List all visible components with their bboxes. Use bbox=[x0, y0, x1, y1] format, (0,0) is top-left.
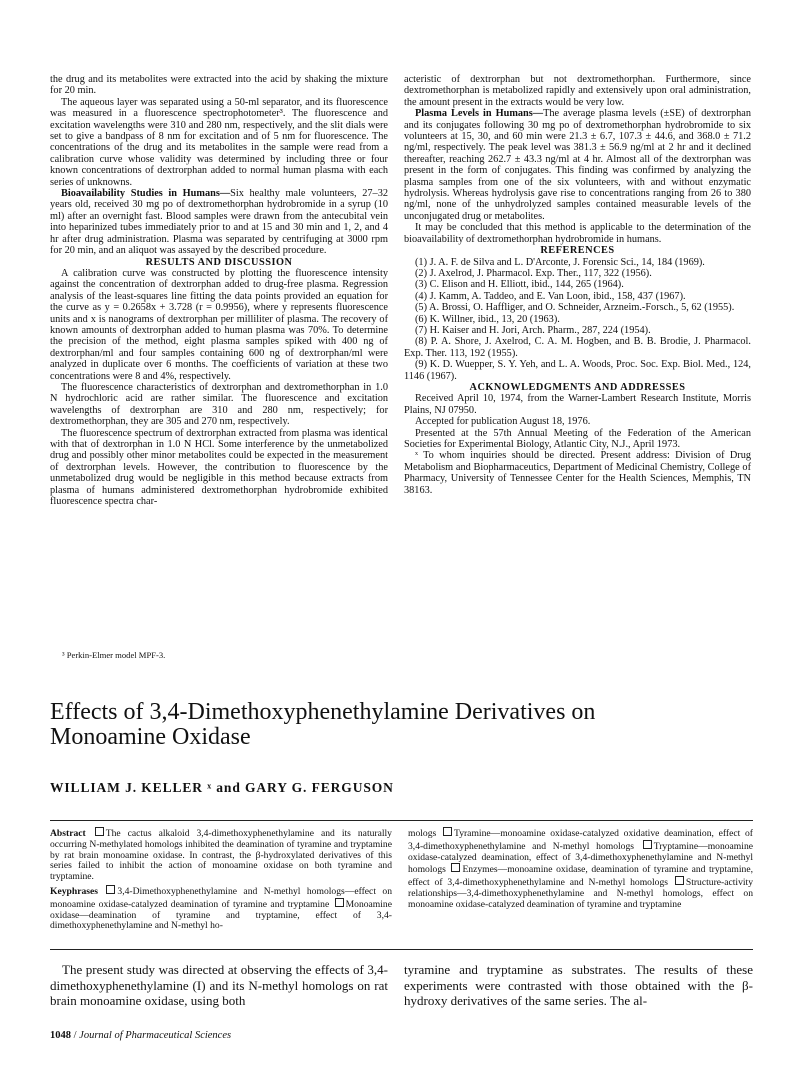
keyphrase: Monoamine oxidase—deamination of tyramine and tryptamine, effect of 3,4-dimethoxyphenethylamine and N-methyl ho- bbox=[50, 898, 392, 932]
square-icon bbox=[95, 827, 104, 836]
reference-item: (6) K. Willner, ibid., 13, 20 (1963). bbox=[415, 313, 560, 325]
keyphrase: Tyramine—monoamine oxidase-catalyzed oxidative deamination, effect of 3,4-dimethoxyphenethylamine and N-methyl homologs bbox=[408, 828, 754, 852]
body-text-left: The present study was directed at observing the effects of 3,4-dimethoxyphenethylamine (I) and its N-methyl homologs on rat brain monoamine oxidase, using both bbox=[50, 962, 388, 1009]
abstract-label: Abstract bbox=[50, 828, 86, 839]
abstract-box bbox=[50, 820, 753, 950]
keyphrase: 3,4-Dimethoxyphenethylamine and N-methyl homologs—effect on monoamine oxidase-catalyzed deamination of tyramine and tryptamine bbox=[50, 885, 392, 910]
title-line: Monoamine Oxidase bbox=[50, 724, 251, 750]
left-column bbox=[50, 74, 388, 507]
paragraph: The aqueous layer was separated using a 50-ml separator, and its fluorescence was measured in a fluorescence spectrophotometer³. The fluorescence and excitation wavelengths were 310 and 280 nm, respectively, and the slit dials were set to give a bandpass of 8 nm for excitation and of 5 nm for fluorescence. The concentrations of the drug and its metabolites in the sample were read from a calibration curve whose validity was determined by including three or four known concentrations of dextrorphan added to normal human plasma with each series of unknowns. bbox=[50, 96, 388, 188]
section-heading: RESULTS AND DISCUSSION bbox=[145, 256, 293, 268]
abstract-left bbox=[50, 827, 392, 932]
paragraph-text: The average plasma levels (±SE) of dextrorphan and its conjugates following 30 mg po of dextromethorphan hydrobromide to six volunteers at 15, 30, and 60 min were 21.3 ± 6.7, 107.3 ± 44.6, and 368.0 ± 71.2 ng/ml, respectively. The peak level was 381.3 ± 56.9 ng/ml at 2 hr and it declined thereafter, reaching 262.7 ± 43.3 ng/ml at 4 hr. Almost all of the dextrorphan was present in the form of conjugates. This finding was confirmed by analyzing the plasma samples from one of the six volunteers, with and without enzymatic hydrolysis. Whereas hydrolysis gave rise to concentrations ranging from 26 to 380 ng/ml, none of the unhydrolyzed samples contained measurable levels of the unconjugated drug or metabolites. bbox=[404, 108, 752, 222]
keyphrases-label: Keyphrases bbox=[50, 885, 98, 897]
paragraph: It may be concluded that this method is applicable to the determination of the bioavailability of dextromethorphan hydrobromide in humans. bbox=[404, 222, 751, 245]
run-in-heading: Bioavailability Studies in Humans— bbox=[61, 188, 231, 200]
footer-separator: / bbox=[73, 1030, 77, 1041]
square-icon bbox=[335, 898, 344, 907]
keyphrases-paragraph bbox=[50, 885, 392, 932]
section-heading: REFERENCES bbox=[540, 245, 615, 257]
section-heading: ACKNOWLEDGMENTS AND ADDRESSES bbox=[469, 381, 686, 393]
paragraph bbox=[404, 108, 751, 222]
page-footer bbox=[50, 1030, 231, 1041]
reference-item: (9) K. D. Wuepper, S. Y. Yeh, and L. A. Woods, Proc. Soc. Exp. Biol. Med., 124, 1146 (1967). bbox=[404, 359, 751, 382]
paragraph: Accepted for publication August 18, 1976. bbox=[415, 416, 591, 428]
paragraph: The fluorescence characteristics of dextrorphan and dextromethorphan in 1.0 N hydrochloric acid are rather similar. The fluorescence and excitation wavelengths of dextrorphan are 310 and 280 nm, respectively; for dextromethorphan, they are 305 and 270 nm, respectively. bbox=[50, 381, 388, 428]
reference-list bbox=[404, 257, 751, 382]
paragraph: A calibration curve was constructed by plotting the fluorescence intensity against the concentration of dextrorphan added to drug-free plasma. Regression analysis of the least-squares line fitting the data points provided an equation for the curve as y = 0.2658x + 3.728 (r = 0.9956), where y represents fluorescence units and x is nanograms of dextrorphan per milliliter of plasma. The recovery of known amounts of dextrorphan added to human plasma was 70%. To determine the precision of the method, eight plasma samples spiked with 400 ng of dextrorphan/ml and four samples containing 600 ng of dextrorphan/ml were analyzed in duplicate over 6 months. The coefficients of variation at these two concentrations were 8 and 4%, respectively. bbox=[50, 267, 388, 382]
journal-name: Journal of Pharmaceutical Sciences bbox=[79, 1030, 232, 1041]
square-icon bbox=[443, 827, 452, 836]
right-column bbox=[404, 74, 751, 496]
reference-item: (8) P. A. Shore, J. Axelrod, C. A. M. Hogben, and B. B. Brodie, J. Pharmacol. Exp. Ther. 113, 192 (1955). bbox=[404, 336, 751, 359]
title-line: Effects of 3,4-Dimethoxyphenethylamine Derivatives on bbox=[50, 699, 596, 725]
paragraph: The fluorescence spectrum of dextrorphan extracted from plasma was identical with that of dextrorphan in 1.0 N HCl. Some interference by the unmetabolized drug and possibly other minor metabolites could be expected in the measurement of dextrorphan levels. However, the contribution to fluorescence by the unmetabolized drug would be negligible in this method because extracts from plasma of humans administered dextromethorphan hydrobromide exhibited fluorescence spectra char- bbox=[50, 427, 388, 508]
keyphrase: mologs bbox=[408, 828, 437, 839]
paragraph: the drug and its metabolites were extracted into the acid by shaking the mixture for 20 min. bbox=[50, 74, 388, 97]
reference-item: (1) J. A. F. de Silva and L. D'Arconte, J. Forensic Sci., 14, 184 (1969). bbox=[415, 256, 705, 268]
paragraph-text: Six healthy male volunteers, 27–32 years old, received 30 mg po of dextromethorphan hydrobromide in a syrup (10 ml) after an overnight fast. Blood samples were drawn from the antecubital vein into heparinized tubes immediately prior to and at 15 and 30 min and 1, 2, and 4 hr after drug administration. Plasma was separated by centrifuging at 3000 rpm for 20 min, and an aliquot was assayed by the described procedure. bbox=[50, 188, 389, 257]
square-icon bbox=[643, 840, 652, 849]
paragraph: acteristic of dextrorphan but not dextromethorphan. Furthermore, since dextromethorphan is metabolized rapidly and extensively upon oral administration, the amount present in the extracts would be very low. bbox=[404, 74, 751, 108]
reference-item: (3) C. Elison and H. Elliott, ibid., 144, 265 (1964). bbox=[415, 279, 624, 291]
reference-item: (7) H. Kaiser and H. Jori, Arch. Pharm., 287, 224 (1954). bbox=[415, 324, 651, 336]
abstract-right bbox=[408, 827, 753, 911]
paragraph: Presented at the 57th Annual Meeting of the Federation of the American Societies for Experimental Biology, Atlantic City, N.J., April 1973. bbox=[404, 427, 751, 450]
article-title bbox=[50, 700, 750, 750]
paragraph: Received April 10, 1974, from the Warner-Lambert Research Institute, Morris Plains, NJ 07950. bbox=[404, 393, 751, 416]
run-in-heading: Plasma Levels in Humans— bbox=[415, 108, 544, 120]
paragraph: ˣ To whom inquiries should be directed. Present address: Division of Drug Metabolism and Biopharmaceutics, Department of Medicinal Chemistry, College of Pharmacy, University of Tennessee Center for the Health Sciences, Memphis, TN 38163. bbox=[404, 450, 751, 496]
paragraph bbox=[50, 188, 388, 256]
keyphrase: Structure-activity relationships—3,4-dimethoxyphenethylamine and N-methyl homologs, effect on monoamine oxidase-catalyzed deamination of tyramine and tryptamine bbox=[408, 877, 753, 910]
square-icon bbox=[675, 876, 684, 885]
body-text-right: tyramine and tryptamine as substrates. The results of these experiments were contrasted with those obtained with the β-hydroxy derivatives of the same series. The al- bbox=[404, 962, 753, 1009]
abstract-paragraph bbox=[50, 827, 392, 883]
reference-item: (4) J. Kamm, A. Taddeo, and E. Van Loon, ibid., 158, 437 (1967). bbox=[415, 290, 686, 302]
reference-item: (5) A. Brossi, O. Haffliger, and O. Schneider, Arzneim.-Forsch., 5, 62 (1955). bbox=[415, 302, 735, 314]
square-icon bbox=[106, 885, 115, 894]
authors: WILLIAM J. KELLER ˣ and GARY G. FERGUSON bbox=[50, 780, 394, 795]
footnote: ³ Perkin-Elmer model MPF-3. bbox=[62, 650, 166, 660]
square-icon bbox=[451, 863, 460, 872]
keyphrase: Tryptamine—monoamine oxidase-catalyzed deamination, effect of 3,4-dimethoxyphenethylamine and N-methyl homologs bbox=[408, 840, 753, 876]
reference-item: (2) J. Axelrod, J. Pharmacol. Exp. Ther., 117, 322 (1956). bbox=[415, 267, 652, 279]
page-number: 1048 bbox=[50, 1030, 71, 1041]
abstract-text: The cactus alkaloid 3,4-dimethoxyphenethylamine and its naturally occurring N-methylated homologs inhibited the deamination of tyramine and tryptamine by rat brain monoamine oxidase. In contrast, the β-hydroxylated derivatives of this series failed to inhibit the action of monoamine oxidase on both tyramine and tryptamine. bbox=[50, 828, 392, 883]
keyphrase: Enzymes—monoamine oxidase, deamination of tyramine and tryptamine, effect of 3,4-dimethoxyphenethylamine and N-methyl homologs bbox=[408, 864, 753, 889]
